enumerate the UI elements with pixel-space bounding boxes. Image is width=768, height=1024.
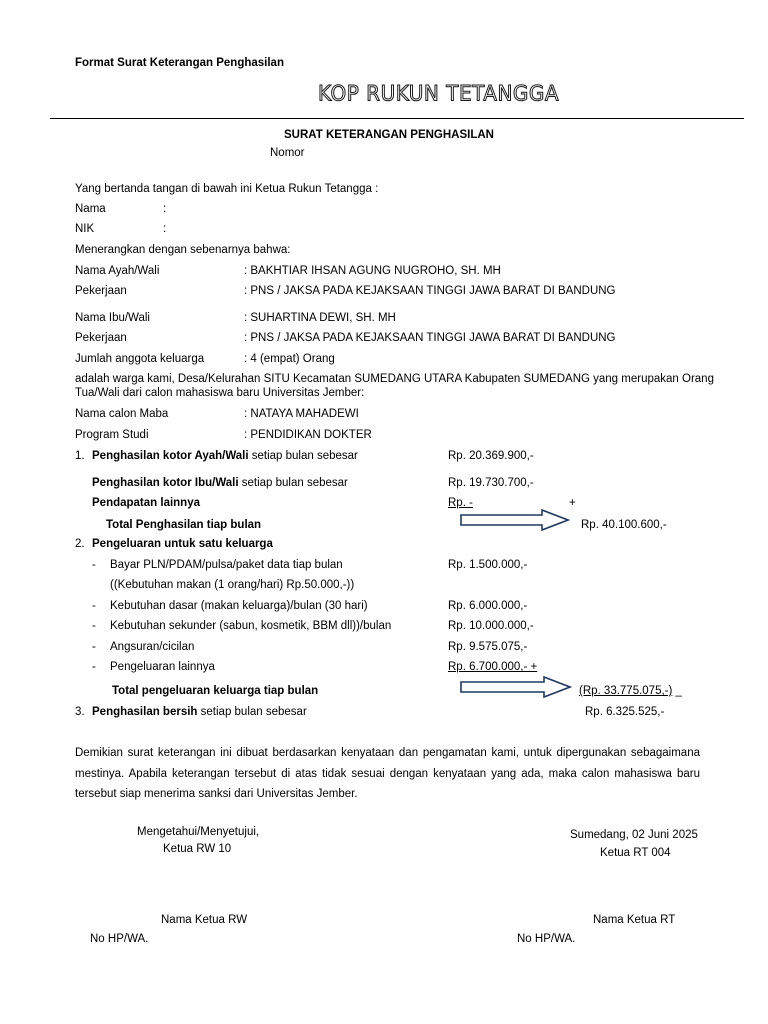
expense-item-label: Bayar PLN/PDAM/pulsa/paket data tiap bulan (110, 559, 343, 571)
sign-right-hp: No HP/WA. (517, 933, 576, 945)
prodi-value: : PENDIDIKAN DOKTER (244, 429, 372, 441)
doc-title: SURAT KETERANGAN PENGHASILAN (284, 129, 494, 141)
net-value: Rp. 6.325.525,- (585, 706, 665, 718)
sign-left-name: Nama Ketua RW (161, 914, 248, 926)
ayah-value: : BAKHTIAR IHSAN AGUNG NUGROHO, SH. MH (244, 265, 501, 277)
income-total-label: Total Penghasilan tiap bulan (106, 519, 262, 531)
maba-value: : NATAYA MAHADEWI (244, 408, 359, 420)
keluarga-label: Jumlah anggota keluarga (75, 353, 205, 365)
expense-item-value: Rp. 6.000.000,- (448, 600, 528, 612)
ibu-job-value: : PNS / JAKSA PADA KEJAKSAAN TINGGI JAWA BARAT DI BANDUNG (244, 332, 616, 344)
expense-dash: - (92, 641, 96, 653)
signer-nik-label: NIK (75, 223, 95, 235)
expense-item-label: Angsuran/cicilan (110, 641, 195, 653)
income-ibu-rest: setiap bulan sebesar (238, 477, 348, 489)
income-plus: + (569, 497, 576, 509)
expense-item-value: Rp. 1.500.000,- (448, 559, 528, 571)
sign-right-name: Nama Ketua RT (593, 914, 676, 926)
ayah-label: Nama Ayah/Wali (75, 265, 160, 277)
expense-total-value (579, 685, 682, 697)
income-ayah-label (92, 450, 358, 462)
signer-nik-colon: : (163, 223, 167, 235)
income-ibu-label (92, 477, 348, 489)
net-rest: setiap bulan sebesar (197, 706, 307, 718)
income-ibu-value: Rp. 19.730.700,- (448, 477, 534, 489)
ibu-job-label: Pekerjaan (75, 332, 127, 344)
income-number: 1. (75, 450, 85, 462)
prodi-label: Program Studi (75, 429, 149, 441)
keluarga-value: : 4 (empat) Orang (244, 353, 335, 365)
expense-item-value: Rp. 9.575.075,- (448, 641, 528, 653)
expense-dash: - (92, 620, 96, 632)
ibu-label: Nama Ibu/Wali (75, 312, 150, 324)
closing-paragraph: Demikian surat keterangan ini dibuat berdasarkan kenyataan dan pengamatan kami, untuk dipergunakan sebagaimana mestinya. Apabila keterangan tersebut di atas tidak sesuai dengan kenyataan yang ada, maka calon mahasiswa baru tersebut siap menerima sanksi dari Universitas Jember. (75, 747, 700, 800)
expense-total-suffix: _ (672, 685, 682, 697)
income-ayah-value: Rp. 20.369.900,- (448, 450, 534, 462)
maba-label: Nama calon Maba (75, 408, 169, 420)
income-lain-amount: Rp. - (448, 497, 473, 509)
ibu-value: : SUHARTINA DEWI, SH. MH (244, 312, 396, 324)
expense-dash: - (92, 600, 96, 612)
expense-item-value: Rp. 10.000.000,- (448, 620, 534, 632)
warga-text: adalah warga kami, Desa/Kelurahan SITU Kecamatan SUMEDANG UTARA Kabupaten SUMEDANG yang merupakan Orang Tua/Wali dari calon mahasiswa baru Universitas Jember: (75, 373, 714, 399)
expense-item-value: Rp. 6.700.000,- + (448, 661, 538, 673)
signer-name-colon: : (163, 203, 167, 215)
net-label (92, 706, 307, 718)
income-total-value: Rp. 40.100.600,- (581, 519, 667, 531)
expense-number: 2. (75, 538, 85, 550)
sign-right-line2: Ketua RT 004 (600, 847, 671, 859)
menerangkan-text: Menerangkan dengan sebenarnya bahwa: (75, 244, 291, 256)
sign-date: Sumedang, 02 Juni 2025 (570, 829, 698, 841)
expense-item-label: ((Kebutuhan makan (1 orang/hari) Rp.50.000,-)) (110, 579, 355, 591)
expense-total-label: Total pengeluaran keluarga tiap bulan (112, 685, 319, 697)
ayah-job-label: Pekerjaan (75, 285, 127, 297)
nomor-label: Nomor (270, 147, 305, 159)
income-ibu-bold: Penghasilan kotor Ibu/Wali (92, 477, 239, 489)
format-title: Format Surat Keterangan Penghasilan (75, 57, 284, 69)
income-lain-value (448, 497, 569, 509)
expense-total-amount: (Rp. 33.775.075,-) (579, 685, 673, 697)
expense-title: Pengeluaran untuk satu keluarga (92, 538, 273, 550)
expense-total-arrow-icon (460, 676, 572, 698)
expense-item-label: Pengeluaran lainnya (110, 661, 215, 673)
expense-item-label: Kebutuhan sekunder (sabun, kosmetik, BBM dll))/bulan (110, 620, 392, 632)
expense-dash: - (92, 559, 96, 571)
sign-left-line2: Ketua RW 10 (163, 843, 232, 855)
kop-header: KOP RUKUN TETANGGA (318, 80, 560, 106)
income-total-arrow-icon (460, 509, 570, 531)
income-ayah-rest: setiap bulan sebesar (248, 450, 358, 462)
net-bold: Penghasilan bersih (92, 706, 198, 718)
sign-left-hp: No HP/WA. (90, 933, 149, 945)
expense-item-label: Kebutuhan dasar (makan keluarga)/bulan (30 hari) (110, 600, 368, 612)
signer-name-label: Nama (75, 203, 106, 215)
intro-text: Yang bertanda tangan di bawah ini Ketua Rukun Tetangga : (75, 183, 379, 195)
expense-dash: - (92, 661, 96, 673)
ayah-job-value: : PNS / JAKSA PADA KEJAKSAAN TINGGI JAWA BARAT DI BANDUNG (244, 285, 616, 297)
income-ayah-bold: Penghasilan kotor Ayah/Wali (92, 450, 249, 462)
sign-left-line1: Mengetahui/Menyetujui, (137, 826, 260, 838)
net-number: 3. (75, 706, 85, 718)
income-lain-label: Pendapatan lainnya (92, 497, 201, 509)
header-rule (50, 118, 744, 119)
